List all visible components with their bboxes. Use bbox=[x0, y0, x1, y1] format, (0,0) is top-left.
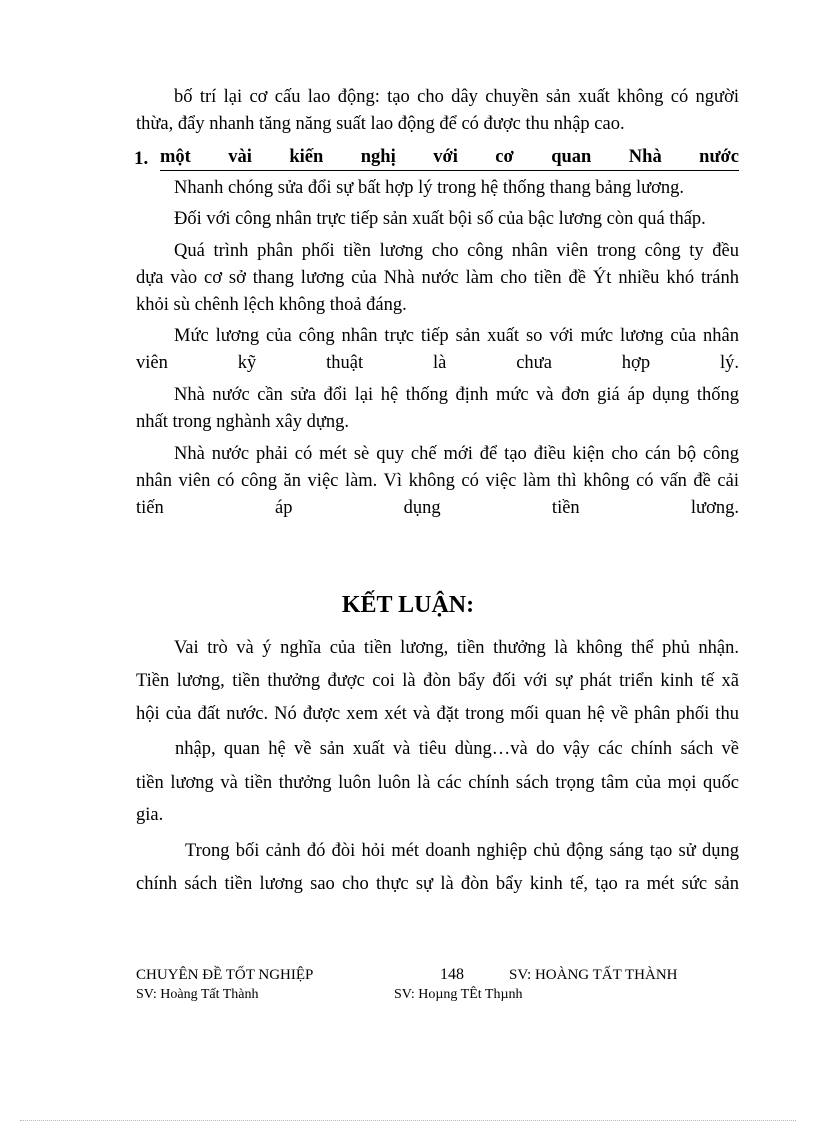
section-number: 1. bbox=[134, 148, 149, 169]
recommendation-5-line-1: Nhà nước cần sửa đổi lại hệ thống định mức và đơn giá áp dụng thống bbox=[174, 385, 739, 405]
recommendation-5-line-2: nhất trong nghành xây dựng. bbox=[136, 412, 349, 432]
recommendation-4-line-1: Mức lương của công nhân trực tiếp sản xuất so với mức lương của nhân bbox=[174, 326, 739, 346]
footer-student-upper: SV: HOÀNG TẤT THÀNH bbox=[509, 967, 678, 983]
footer-topic: CHUYÊN ĐỀ TỐT NGHIỆP bbox=[136, 967, 314, 983]
recommendation-3-line-2: dựa vào cơ sở thang lương của Nhà nước làm cho tiền đề Ýt nhiều khó tránh bbox=[136, 268, 739, 288]
intro-line-1: bố trí lại cơ cấu lao động: tạo cho dây chuyền sản xuất không có người bbox=[174, 87, 739, 107]
section-heading: một vài kiến nghị với cơ quan Nhà nước bbox=[160, 146, 739, 171]
conclusion-line-2: Tiền lương, tiền thưởng được coi là đòn bẩy đối với sự phát triển kinh tế xã bbox=[136, 671, 739, 691]
recommendation-3-line-1: Quá trình phân phối tiền lương cho công nhân viên trong công ty đều bbox=[174, 241, 739, 261]
conclusion-line-4: nhập, quan hệ về sản xuất và tiêu dùng…và do vậy các chính sách về bbox=[175, 739, 739, 759]
recommendation-4-line-2: viên kỹ thuật là chưa hợp lý. bbox=[136, 353, 739, 373]
recommendation-6-line-1: Nhà nước phải có mét sè quy chế mới để tạo điều kiện cho cán bộ công bbox=[174, 444, 739, 464]
conclusion-line-3: hội của đất nước. Nó được xem xét và đặt trong mối quan hệ về phân phối thu bbox=[136, 704, 739, 724]
recommendation-3-line-3: khỏi sù chênh lệch không thoả đáng. bbox=[136, 295, 407, 315]
conclusion-line-5: tiền lương và tiền thưởng luôn luôn là các chính sách trọng tâm của mọi quốc bbox=[136, 773, 739, 793]
conclusion-line-8: chính sách tiền lương sao cho thực sự là đòn bẩy kinh tế, tạo ra mét sức sản bbox=[136, 874, 739, 894]
recommendation-6-line-3: tiến áp dụng tiền lương. bbox=[136, 498, 739, 518]
conclusion-line-7: Trong bối cảnh đó đòi hỏi mét doanh nghiệp chủ động sáng tạo sử dụng bbox=[185, 841, 739, 861]
conclusion-title: KẾT LUẬN: bbox=[341, 592, 475, 618]
page-bottom-divider bbox=[20, 1120, 796, 1121]
conclusion-line-6: gia. bbox=[136, 805, 164, 825]
recommendation-6-line-2: nhân viên có công ăn việc làm. Vì không có việc làm thì không có vấn đề cải bbox=[136, 471, 739, 491]
recommendation-1: Nhanh chóng sửa đổi sự bất hợp lý trong hệ thống thang bảng lương. bbox=[174, 178, 685, 198]
recommendation-2: Đối với công nhân trực tiếp sản xuất bội số của bậc lương còn quá thấp. bbox=[174, 209, 706, 229]
intro-line-2: thừa, đẩy nhanh tăng năng suất lao động để có được thu nhập cao. bbox=[136, 114, 625, 134]
footer-student-right: SV: Hoµng TÊt Thµnh bbox=[394, 987, 523, 1002]
page-number: 148 bbox=[440, 966, 464, 983]
footer-student-left: SV: Hoàng Tất Thành bbox=[136, 987, 259, 1002]
conclusion-line-1: Vai trò và ý nghĩa của tiền lương, tiền thưởng là không thể phủ nhận. bbox=[174, 638, 739, 658]
